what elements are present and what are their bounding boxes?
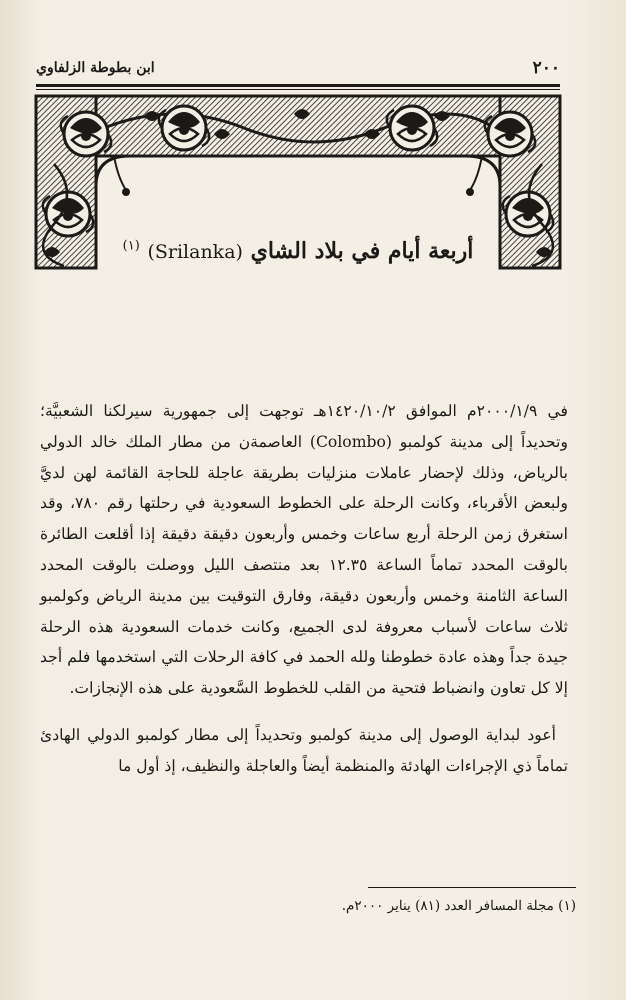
title-arabic: أربعة أيام في بلاد الشاي xyxy=(250,238,474,264)
header-rule-thick xyxy=(36,84,560,87)
header-rule-thin xyxy=(36,89,560,90)
footnote: (١) مجلة المسافر العدد (٨١) يناير ٢٠٠٠م. xyxy=(341,898,576,914)
running-head-author: ابن بطوطة الزلفاوي xyxy=(36,60,155,76)
title-latin: (Srilanka) xyxy=(147,241,243,263)
chapter-title xyxy=(60,238,536,264)
running-head xyxy=(36,58,560,84)
page-number: ٢٠٠ xyxy=(532,58,560,78)
paragraph-2: أعود لبداية الوصول إلى مدينة كولمبو وتحديداً إلى مطار كولمبو الدولي الهادئ تماماً ذي الإجراءات الهادئة والمنظمة أيضاً والعاجلة والنظيف، إذ أول ما xyxy=(40,725,568,775)
body-text xyxy=(40,396,568,782)
footnote-rule xyxy=(368,887,576,888)
paragraph-1: في ٢٠٠٠/١/٩م الموافق ١٤٢٠/١٠/٢هـ توجهت إلى جمهورية سيرلكنا الشعبيَّة؛ وتحديداً إلى مدينة كولمبو (Colombo) العاصمةن من مطار الملك خالد الدولي بالرياض، وذلك لإحضار عاملات منزليات بطريقة عاجلة للحاجة القائمة لهن لديَّ ولبعض الأقرباء، وكانت الرحلة على الخطوط السعودية في رحلتها رقم ٧٨٠، وقد استغرق زمن الرحلة أربع ساعات وخمس وأربعون دقيقة دقيقة إذا أقلعت الطائرة بالوقت المحدد تماماً الساعة ١٢.٣٥ بعد منتصف الليل ووصلت بالوقت المحدد الساعة الثامنة وخمس وأربعون دقيقة، وفارق التوقيت بين مدينة الرياض وكولمبو ثلاث ساعات لأسباب معروفة لدى الجميع، وكانت خدمات السعودية هذه الرحلة جيدة جداً وهذه عادة خطوطنا ولله الحمد في كافة الرحلات التي استخدمها فلم أجد إلا كل تعاون وانضباط فتحية من القلب للخطوط السَّعودية على هذه الإنجازات. xyxy=(40,402,569,698)
title-footnote-marker: (١) xyxy=(122,238,140,254)
